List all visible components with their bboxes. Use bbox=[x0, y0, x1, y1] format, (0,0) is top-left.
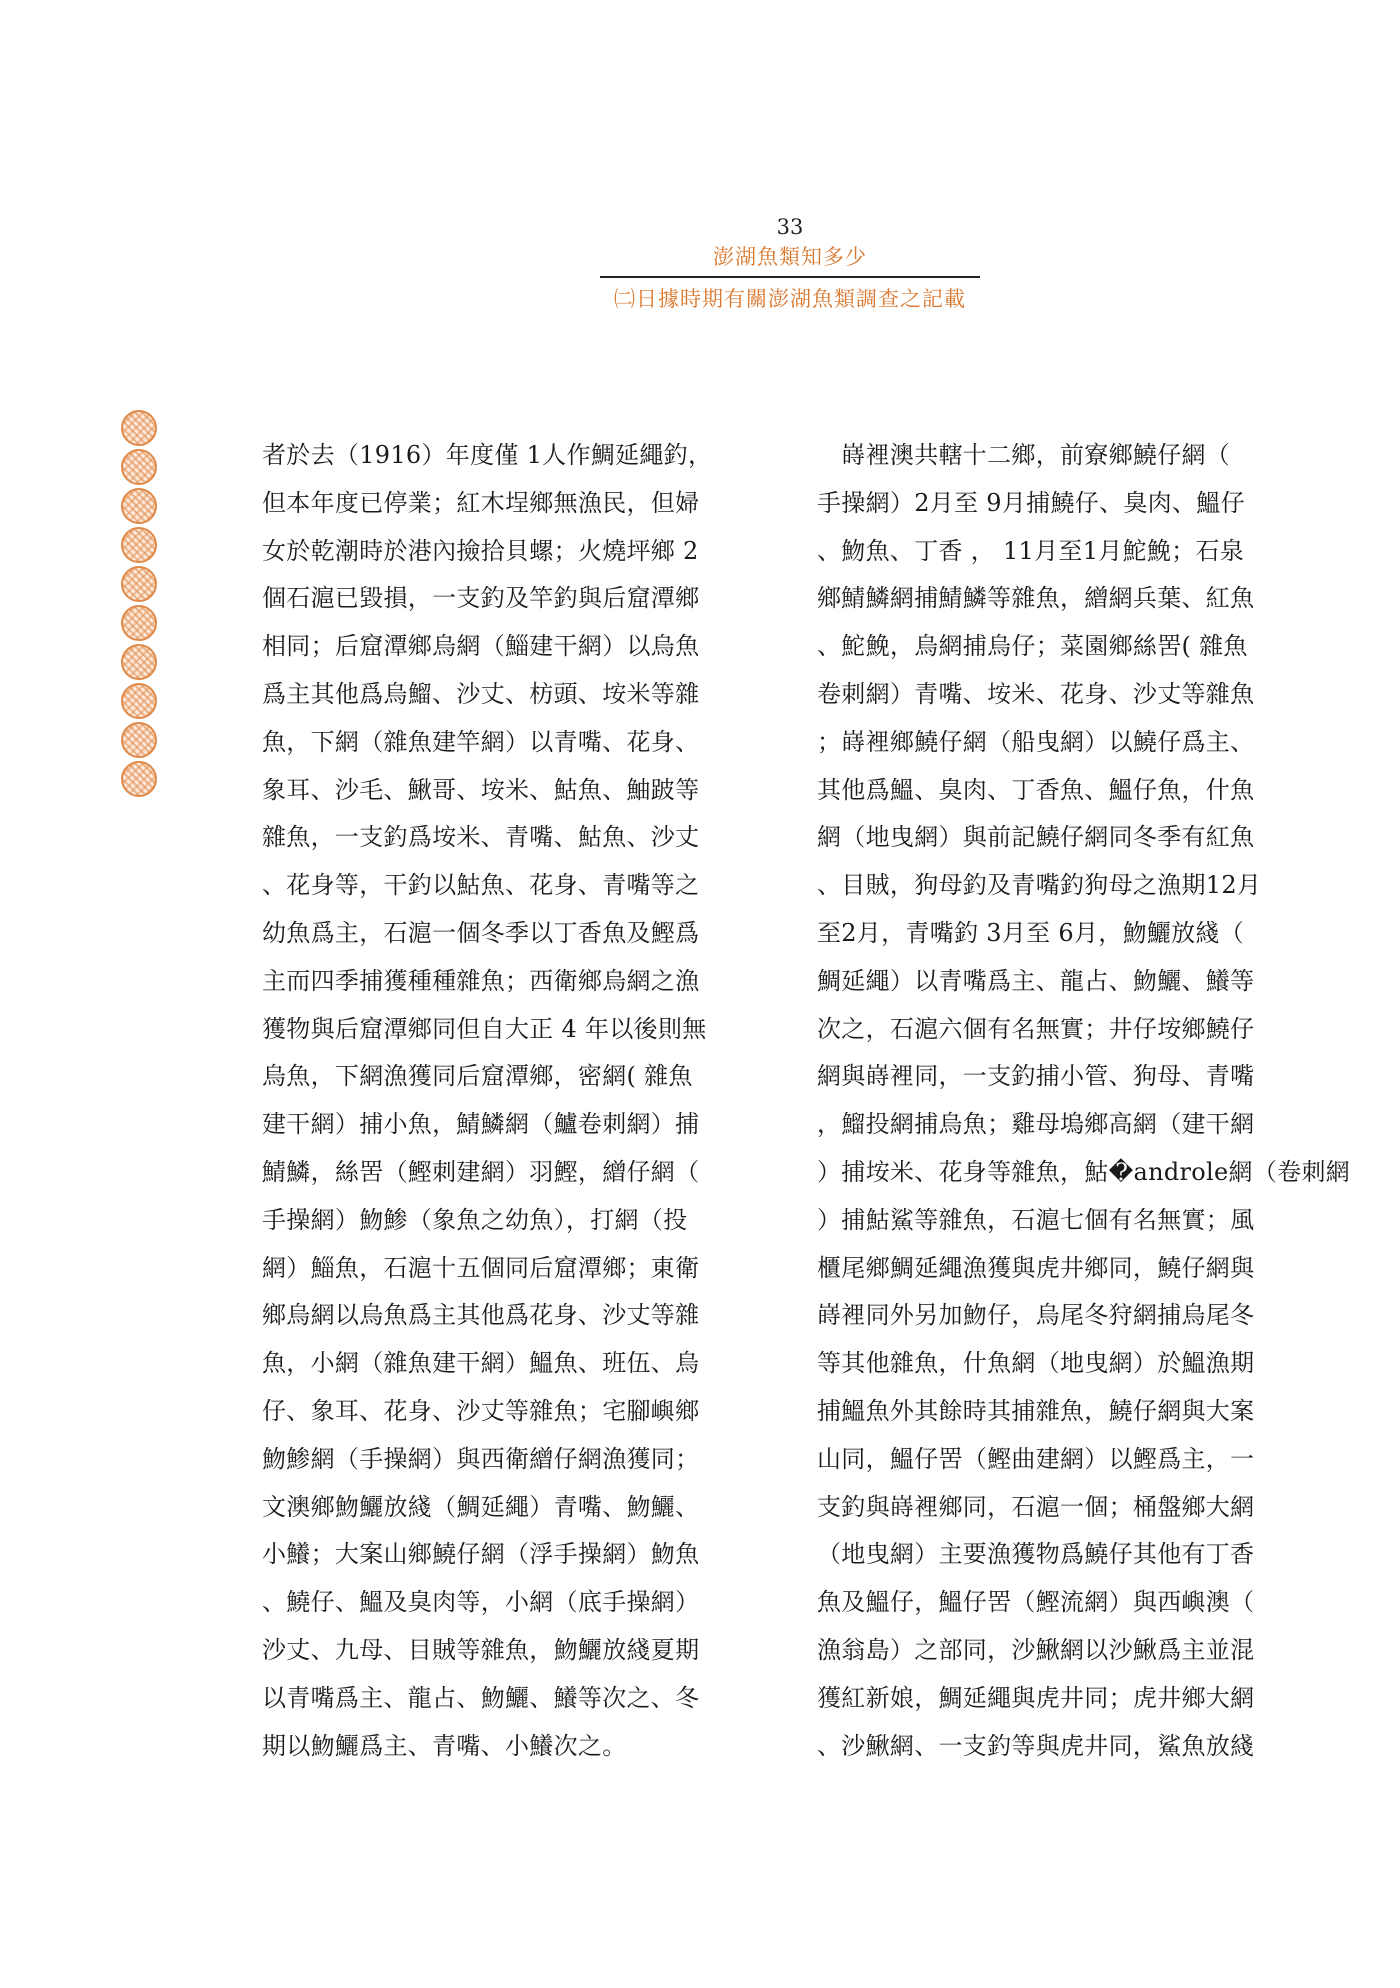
text-line: 魚及鰮仔，鰮仔罟（鰹流網）與西嶼澳（ bbox=[817, 1588, 1255, 1617]
text-line: 爲主其他爲烏鰡、沙丈、枋頭、垵米等雜 bbox=[262, 679, 700, 708]
text-line: 獲物與后窟潭鄉同但自大正 4 年以後則無 bbox=[262, 1014, 707, 1043]
text-line: （地曳網）主要漁獲物爲鱙仔其他有丁香 bbox=[817, 1540, 1255, 1569]
text-line: 卷刺網）青嘴、垵米、花身、沙丈等雜魚 bbox=[817, 679, 1255, 708]
seal-stamp bbox=[121, 644, 157, 680]
page-number: 33 bbox=[776, 215, 804, 239]
text-line: 次之，石滬六個有名無實；井仔垵鄉鱙仔 bbox=[817, 1014, 1255, 1043]
book-title: 澎湖魚類知多少 bbox=[713, 245, 867, 269]
text-line: 等其他雜魚，什魚網（地曳網）於鰮漁期 bbox=[817, 1349, 1255, 1378]
text-line: 手操網）2月至 9月捕鱙仔、臭肉、鰮仔 bbox=[817, 488, 1245, 517]
text-line: 網）鯔魚，石滬十五個同后窟潭鄉；東衛 bbox=[262, 1253, 700, 1282]
text-line: ；嵵裡鄉鱙仔網（船曳網）以鱙仔爲主、 bbox=[817, 727, 1255, 756]
text-line: 網（地曳網）與前記鱙仔網同冬季有紅魚 bbox=[817, 823, 1255, 852]
text-line: 、目賊，狗母釣及青嘴釣狗母之漁期12月 bbox=[817, 871, 1262, 900]
header-rule bbox=[600, 276, 980, 278]
right-text-column bbox=[817, 432, 1351, 1770]
section-title: ㈡日據時期有關澎湖魚類調查之記載 bbox=[614, 287, 966, 311]
text-line: 沙丈、九母、目賊等雜魚，魩鱺放綫夏期 bbox=[262, 1635, 700, 1664]
text-line: 鯖鱗，絲罟（鰹刺建網）羽鰹，繒仔網（ bbox=[262, 1157, 700, 1186]
text-line: 其他爲鰮、臭肉、丁香魚、鰮仔魚，什魚 bbox=[817, 775, 1255, 804]
text-line: ）捕鮕鯊等雜魚，石滬七個有名無實；風 bbox=[817, 1205, 1255, 1234]
text-line: 期以魩鱺爲主、青嘴、小鱶次之。 bbox=[262, 1731, 627, 1760]
text-line: 女於乾潮時於港內撿拾貝螺；火燒坪鄉 2 bbox=[262, 536, 699, 565]
text-line: 雜魚，一支釣爲垵米、青嘴、鮕魚、沙丈 bbox=[262, 823, 700, 852]
text-line: ，鰡投網捕烏魚；雞母塢鄉高網（建干網 bbox=[817, 1110, 1255, 1139]
seal-stamp bbox=[121, 449, 157, 485]
text-line: 鯛延繩）以青嘴爲主、龍占、魩鱺、鱶等 bbox=[817, 966, 1255, 995]
text-line: 但本年度已停業；紅木埕鄉無漁民，但婦 bbox=[262, 488, 700, 517]
seal-strip bbox=[118, 410, 160, 800]
text-line: 、鱙仔、鰮及臭肉等，小網（底手操網） bbox=[262, 1588, 700, 1617]
text-line: 幼魚爲主，石滬一個冬季以丁香魚及鰹爲 bbox=[262, 918, 700, 947]
text-line: 烏魚，下網漁獲同后窟潭鄉，密網( 雜魚 bbox=[262, 1062, 693, 1091]
text-line: 象耳、沙毛、鰍哥、垵米、鮕魚、鮋跛等 bbox=[262, 775, 700, 804]
seal-stamp bbox=[121, 722, 157, 758]
text-line: 嵵裡同外另加魩仔，烏尾冬狩網捕烏尾冬 bbox=[817, 1301, 1255, 1330]
text-line: 網與嵵裡同，一支釣捕小管、狗母、青嘴 bbox=[817, 1062, 1255, 1091]
text-line: 建干網）捕小魚，鯖鱗網（鱸卷刺網）捕 bbox=[262, 1110, 700, 1139]
page-header bbox=[600, 212, 980, 314]
seal-stamp bbox=[121, 683, 157, 719]
text-line: 、沙鰍網、一支釣等與虎井同，鯊魚放綫 bbox=[817, 1731, 1255, 1760]
text-line: 、魩魚、丁香 ， 11月至1月鮀鮸；石泉 bbox=[817, 536, 1245, 565]
left-text-column bbox=[262, 432, 762, 1770]
text-line: 魩鯵網（手操網）與西衛繒仔網漁獲同； bbox=[262, 1444, 700, 1473]
seal-stamp bbox=[121, 566, 157, 602]
seal-stamp bbox=[121, 605, 157, 641]
text-line: 、鮀鮸，烏網捕烏仔；菜園鄉絲罟( 雜魚 bbox=[817, 632, 1248, 661]
text-line: 支釣與嵵裡鄉同，石滬一個；桶盤鄉大網 bbox=[817, 1492, 1255, 1521]
text-line: 捕鰮魚外其餘時其捕雜魚，鱙仔網與大案 bbox=[817, 1396, 1255, 1425]
text-line: 以青嘴爲主、龍占、魩鱺、鱶等次之、冬 bbox=[262, 1683, 700, 1712]
text-line: 櫃尾鄉鯛延繩漁獲與虎井鄉同，鱙仔網與 bbox=[817, 1253, 1255, 1282]
text-line: 鄉烏網以烏魚爲主其他爲花身、沙丈等雜 bbox=[262, 1301, 700, 1330]
text-line: 嵵裡澳共轄十二鄉，前寮鄉鱙仔網（ bbox=[817, 441, 1231, 469]
text-line: 個石滬已毀損，一支釣及竿釣與后窟潭鄉 bbox=[262, 584, 700, 613]
text-line: 文澳鄉魩鱺放綫（鯛延繩）青嘴、魩鱺、 bbox=[262, 1492, 700, 1521]
text-line: 主而四季捕獲種種雜魚；西衛鄉烏網之漁 bbox=[262, 966, 700, 995]
text-line: 相同；后窟潭鄉烏網（鯔建干網）以烏魚 bbox=[262, 632, 700, 661]
text-line: ）捕垵米、花身等雜魚，鮕�androle網（卷刺網 bbox=[817, 1157, 1351, 1186]
text-line: 漁翁島）之部同，沙鰍網以沙鰍爲主並混 bbox=[817, 1635, 1255, 1664]
seal-stamp bbox=[121, 410, 157, 446]
text-line: 魚，小網（雜魚建干網）鰮魚、班伍、烏 bbox=[262, 1349, 700, 1378]
text-line: 山同，鰮仔罟（鰹曲建網）以鰹爲主，一 bbox=[817, 1444, 1255, 1473]
text-line: 魚，下網（雜魚建竿網）以青嘴、花身、 bbox=[262, 727, 700, 756]
text-line: 獲紅新娘，鯛延繩與虎井同；虎井鄉大網 bbox=[817, 1683, 1255, 1712]
seal-stamp bbox=[121, 761, 157, 797]
text-line: 小鱶；大案山鄉鱙仔網（浮手操網）魩魚 bbox=[262, 1540, 700, 1569]
text-line: 至2月，青嘴釣 3月至 6月，魩鱺放綫（ bbox=[817, 918, 1245, 947]
text-line: 、花身等，干釣以鮕魚、花身、青嘴等之 bbox=[262, 871, 700, 900]
text-line: 鄉鯖鱗網捕鯖鱗等雜魚，繒網兵葉、紅魚 bbox=[817, 584, 1255, 613]
seal-stamp bbox=[121, 527, 157, 563]
text-line: 仔、象耳、花身、沙丈等雜魚；宅腳嶼鄉 bbox=[262, 1396, 700, 1425]
seal-stamp bbox=[121, 488, 157, 524]
text-line: 手操網）魩鯵（象魚之幼魚），打網（投 bbox=[262, 1205, 688, 1234]
text-line: 者於去（1916）年度僅 1人作鯛延繩釣， bbox=[262, 441, 713, 469]
